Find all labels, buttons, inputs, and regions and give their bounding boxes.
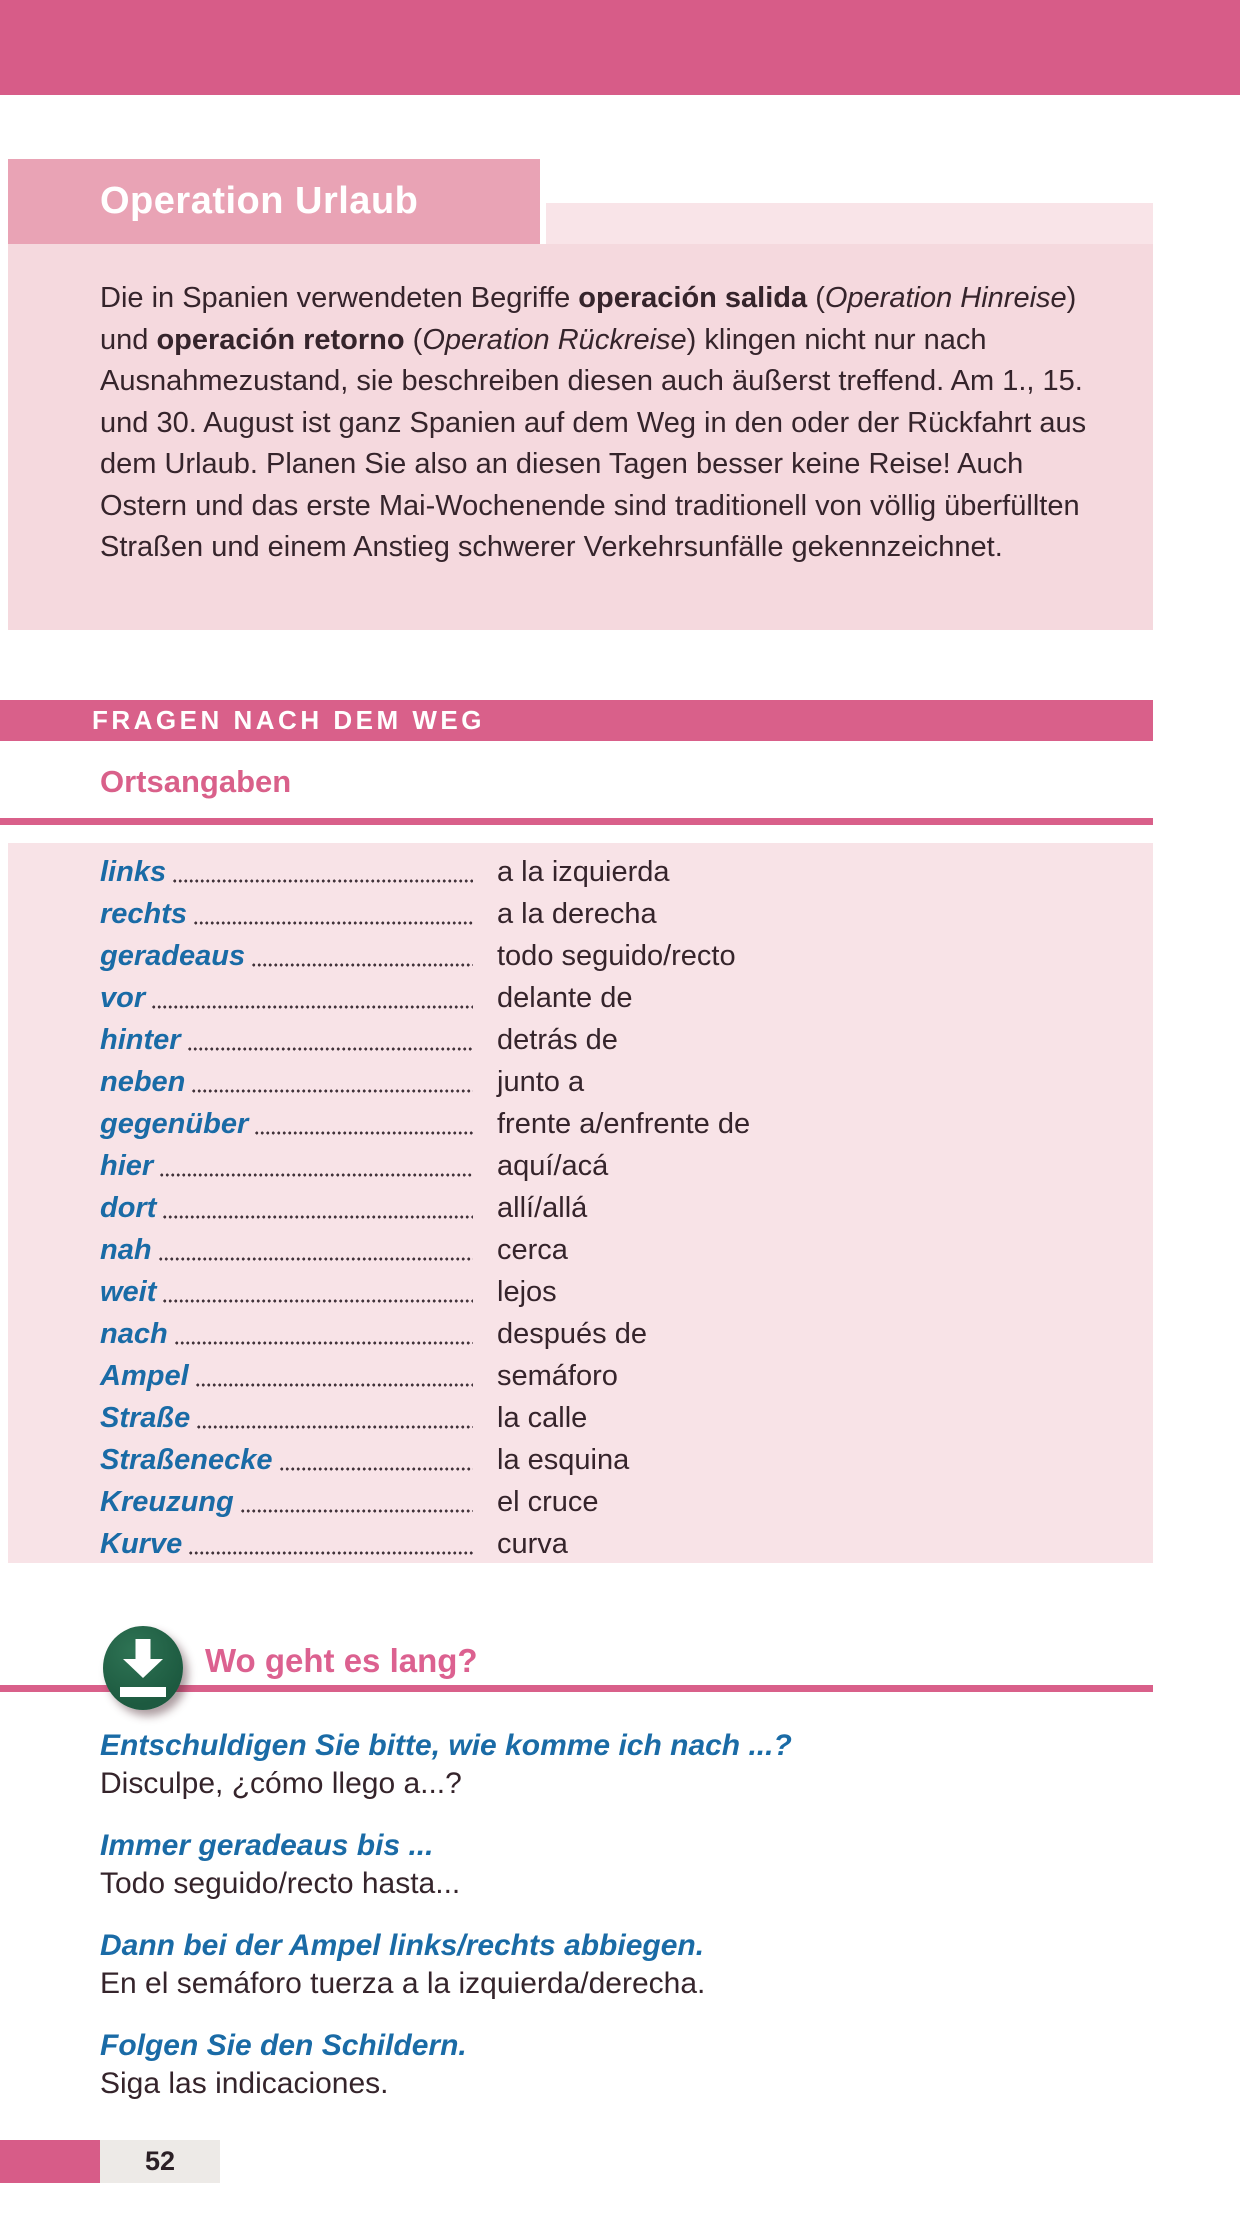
dialog-heading: Wo geht es lang?	[205, 1642, 478, 1679]
download-arrow-stem	[136, 1639, 151, 1661]
vocab-row	[8, 1061, 1153, 1103]
chapter-title: Operation Urlaub	[100, 180, 419, 222]
vocab-spanish-translation: cerca	[497, 1234, 568, 1266]
vocab-spanish-translation: allí/allá	[497, 1192, 588, 1224]
phrase-german: Entschuldigen Sie bitte, wie komme ich nach ...?	[100, 1729, 792, 1762]
section-header-label: FRAGEN NACH DEM WEG	[92, 705, 485, 735]
phrase-german: Dann bei der Ampel links/rechts abbiegen.	[100, 1929, 705, 1962]
vocab-spanish-translation: a la derecha	[497, 898, 657, 930]
vocab-term-wrap	[100, 1523, 477, 1565]
dotted-leader	[251, 963, 473, 967]
vocab-spanish-translation: el cruce	[497, 1486, 599, 1518]
phrase-list	[100, 1727, 1120, 2127]
vocab-german-term: Kreuzung	[100, 1486, 234, 1518]
phrase-pair	[100, 1727, 1120, 1803]
dotted-leader	[151, 1005, 473, 1009]
vocab-german-term: links	[100, 856, 167, 888]
page-number-box	[100, 2140, 220, 2183]
vocab-row	[8, 977, 1153, 1019]
vocab-spanish-translation: todo seguido/recto	[497, 940, 736, 972]
vocab-term-wrap	[100, 1481, 477, 1523]
vocab-term-wrap	[100, 1313, 477, 1355]
paragraph-segment: ) und	[100, 282, 1077, 356]
vocab-german-term: nach	[100, 1318, 168, 1350]
dotted-leader	[172, 879, 473, 883]
vocab-list	[8, 843, 1153, 1563]
vocab-german-term: gegenüber	[100, 1108, 249, 1140]
vocab-german-term: rechts	[100, 898, 188, 930]
dotted-leader	[279, 1467, 474, 1471]
paragraph-segment: operación retorno	[156, 323, 405, 356]
vocab-spanish-translation: curva	[497, 1528, 568, 1560]
vocab-row	[8, 1439, 1153, 1481]
vocab-row	[8, 1523, 1153, 1565]
vocab-spanish-translation: la calle	[497, 1402, 588, 1434]
dotted-leader	[162, 1215, 473, 1219]
info-paragraph	[8, 244, 1100, 569]
dotted-leader	[196, 1425, 473, 1429]
vocab-row	[8, 1019, 1153, 1061]
download-icon	[103, 1626, 183, 1710]
vocab-spanish-translation: aquí/acá	[497, 1150, 609, 1182]
download-icon-circle	[103, 1626, 183, 1710]
phrase-spanish: Todo seguido/recto hasta...	[100, 1867, 461, 1900]
dotted-leader	[162, 1299, 473, 1303]
phrase-german: Immer geradeaus bis ...	[100, 1829, 434, 1862]
vocab-term-wrap	[100, 1271, 477, 1313]
vocab-german-term: vor	[100, 982, 146, 1014]
paragraph-segment: (	[807, 282, 825, 314]
dotted-leader	[174, 1341, 473, 1345]
paragraph-segment: operación salida	[578, 282, 808, 314]
vocab-term-wrap	[100, 1145, 477, 1187]
vocab-german-term: hinter	[100, 1024, 181, 1056]
subsection-title: Ortsangaben	[100, 764, 292, 799]
vocab-german-term: neben	[100, 1066, 186, 1098]
vocab-row	[8, 1271, 1153, 1313]
vocab-german-term: hier	[100, 1150, 154, 1182]
vocab-row	[8, 1397, 1153, 1439]
vocab-german-term: Ampel	[100, 1360, 189, 1392]
vocab-spanish-translation: después de	[497, 1318, 647, 1350]
paragraph-segment: Operation Rückreise	[422, 323, 687, 356]
vocab-term-wrap	[100, 1439, 477, 1481]
vocab-german-term: Kurve	[100, 1528, 183, 1560]
vocab-spanish-translation: semáforo	[497, 1360, 618, 1392]
vocab-row	[8, 1355, 1153, 1397]
vocab-term-wrap	[100, 893, 477, 935]
vocab-german-term: geradeaus	[100, 940, 246, 972]
vocab-term-wrap	[100, 935, 477, 977]
dotted-leader	[193, 921, 473, 925]
vocab-row	[8, 1145, 1153, 1187]
phrase-pair	[100, 1827, 1120, 1903]
section-header-bar	[0, 700, 1153, 741]
paragraph-segment: Operation Hinreise	[824, 282, 1067, 314]
phrase-pair	[100, 2027, 1120, 2103]
dotted-leader	[195, 1383, 473, 1387]
vocab-german-term: Straße	[100, 1402, 191, 1434]
footer-accent-bar	[0, 2140, 100, 2183]
phrase-spanish: En el semáforo tuerza a la izquierda/derecha.	[100, 1967, 706, 2000]
download-arrow-head	[123, 1659, 163, 1678]
vocab-german-term: dort	[100, 1192, 157, 1224]
download-arrow-tray	[120, 1687, 166, 1697]
paragraph-segment: Die in Spanien verwendeten Begriffe	[100, 282, 579, 314]
vocab-spanish-translation: frente a/enfrente de	[497, 1108, 751, 1140]
dotted-leader	[159, 1173, 473, 1177]
vocab-term-wrap	[100, 1229, 477, 1271]
vocab-german-term: Straßenecke	[100, 1444, 273, 1476]
dotted-leader	[187, 1047, 473, 1051]
vocab-row	[8, 851, 1153, 893]
vocab-term-wrap	[100, 1019, 477, 1061]
dotted-leader	[188, 1551, 473, 1555]
vocab-german-term: nah	[100, 1234, 152, 1266]
vocab-term-wrap	[100, 1061, 477, 1103]
vocab-row	[8, 935, 1153, 977]
paragraph-segment: ) klingen nicht nur nach Ausnahmezustand, sie beschreiben diesen auch äußerst treffend. Am 1., 15. und 30. August ist ganz Spanien auf dem Weg in den oder der Rückfahrt aus dem Urlaub. Planen Sie also an diesen Tagen besser keine Reise! Auch Ostern und das erste Mai-Wochenende sind traditionell von völlig überfüllten Straßen und einem Anstieg schwerer Verkehrsunfälle gekennzeichnet.	[100, 323, 1087, 563]
info-box	[8, 244, 1153, 630]
vocab-row	[8, 1481, 1153, 1523]
vocab-spanish-translation: la esquina	[497, 1444, 630, 1476]
phrase-german: Folgen Sie den Schildern.	[100, 2029, 467, 2062]
phrase-spanish: Disculpe, ¿cómo llego a...?	[100, 1767, 462, 1800]
vocab-row	[8, 893, 1153, 935]
banner-strip	[546, 203, 1153, 244]
vocab-spanish-translation: lejos	[497, 1276, 557, 1308]
vocab-term-wrap	[100, 1397, 477, 1439]
dotted-leader	[240, 1509, 473, 1513]
vocab-spanish-translation: delante de	[497, 982, 633, 1014]
phrase-spanish: Siga las indicaciones.	[100, 2067, 389, 2100]
vocab-term-wrap	[100, 1187, 477, 1229]
paragraph-segment: (	[404, 323, 423, 356]
vocab-spanish-translation: a la izquierda	[497, 856, 670, 888]
vocab-german-term: weit	[100, 1276, 157, 1308]
phrase-pair	[100, 1927, 1120, 2003]
dotted-leader	[158, 1257, 473, 1261]
divider-rule	[0, 818, 1153, 825]
page-number: 52	[144, 2146, 176, 2176]
chapter-banner	[8, 159, 540, 244]
vocab-term-wrap	[100, 851, 477, 893]
vocab-term-wrap	[100, 1355, 477, 1397]
dotted-leader	[191, 1089, 473, 1093]
vocab-spanish-translation: detrás de	[497, 1024, 618, 1056]
vocab-term-wrap	[100, 977, 477, 1019]
vocab-row	[8, 1103, 1153, 1145]
vocab-spanish-translation: junto a	[497, 1066, 585, 1098]
vocab-row	[8, 1229, 1153, 1271]
vocab-row	[8, 1187, 1153, 1229]
vocab-term-wrap	[100, 1103, 477, 1145]
dotted-leader	[254, 1131, 473, 1135]
top-color-bar	[0, 0, 1240, 95]
vocab-row	[8, 1313, 1153, 1355]
